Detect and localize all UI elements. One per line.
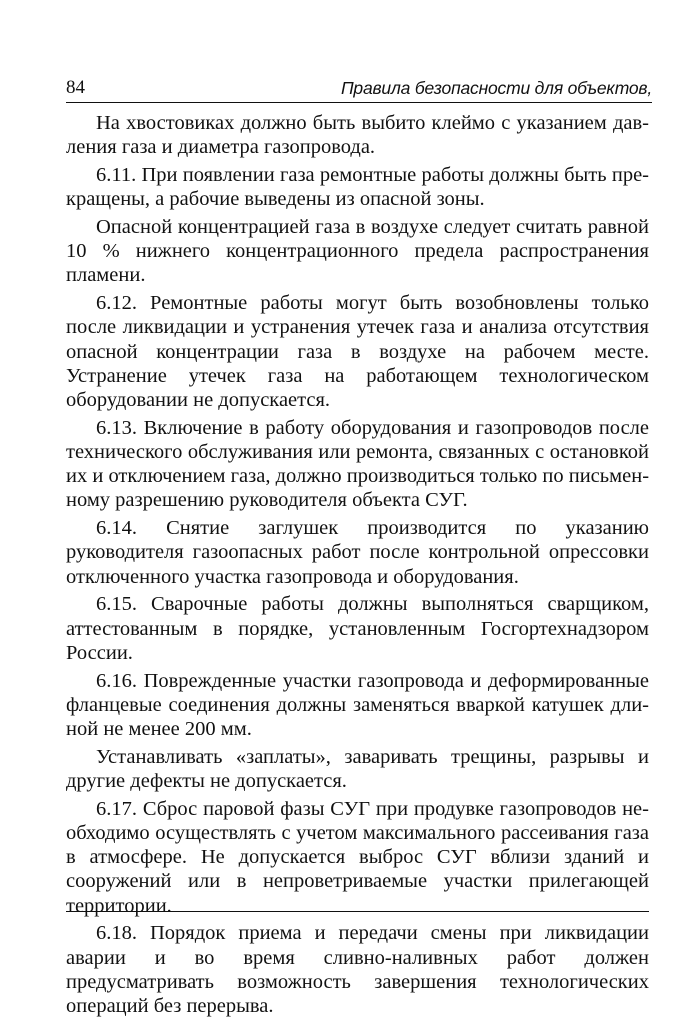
paragraph-dangerous-concentration: Опасной концентрацией газа в воздухе следует считать равной 10 % нижнего концентрационного предела распространения пламени.: [66, 216, 649, 287]
paragraph-6-13: 6.13. Включение в работу оборудования и газопроводов после технического обслуживания или ремонта, связанных с остановкой их и отключением газа, должно производиться только по письменному разрешению руководителя объекта СУГ.: [66, 416, 650, 512]
paragraph-6-12: 6.12. Ремонтные работы могут быть возобновлены только после ликвидации и устранения утечек газа и анализа отсутствия опасной концентрации газа в воздухе на рабочем месте. Устранение утечек газа на работающем технологическом оборудовании не допускается.: [66, 292, 649, 412]
running-header-title: Правила безопасности для объектов,: [340, 78, 652, 98]
running-header: [66, 76, 652, 103]
paragraph-6-15: 6.15. Сварочные работы должны выполняться сварщиком, аттестованным в порядке, установленным Госгортехнадзором России.: [66, 593, 649, 664]
footer-rule: [66, 911, 649, 912]
paragraph-6-11: 6.11. При появлении газа ремонтные работы должны быть прекращены, а рабочие выведены из опасной зоны.: [66, 164, 649, 211]
body-text: [66, 111, 649, 1022]
paragraph-stamp-marking: На хвостовиках должно быть выбито клеймо с указанием давления газа и диаметра газопровода.: [66, 112, 649, 159]
paragraph-6-14: 6.14. Снятие заглушек производится по указанию руководителя газоопасных работ после контрольной опрессовки отключенного участка газопровода и оборудования.: [66, 517, 649, 588]
paragraph-patches: Устанавливать «заплаты», заваривать трещины, разрывы и другие дефекты не допускается.: [66, 745, 649, 793]
page-number: 84: [66, 77, 85, 98]
paragraph-6-16: 6.16. Поврежденные участки газопровода и деформированные фланцевые соединения должны заменяться вваркой катушек длиной не менее 200 мм.: [66, 669, 649, 741]
paragraph-6-18: 6.18. Порядок приема и передачи смены при ликвидации аварии и во время сливно-наливных работ должен предусматривать возможность завершения технологических операций без перерыва.: [66, 922, 649, 1018]
paragraph-6-17: 6.17. Сброс паровой фазы СУГ при продувке газопроводов необходимо осуществлять с учетом максимального рассеивания газа в атмосфере. Не допускается выброс СУГ вблизи зданий и сооружений или в непроветриваемые участки прилегающей территории.: [66, 797, 649, 917]
